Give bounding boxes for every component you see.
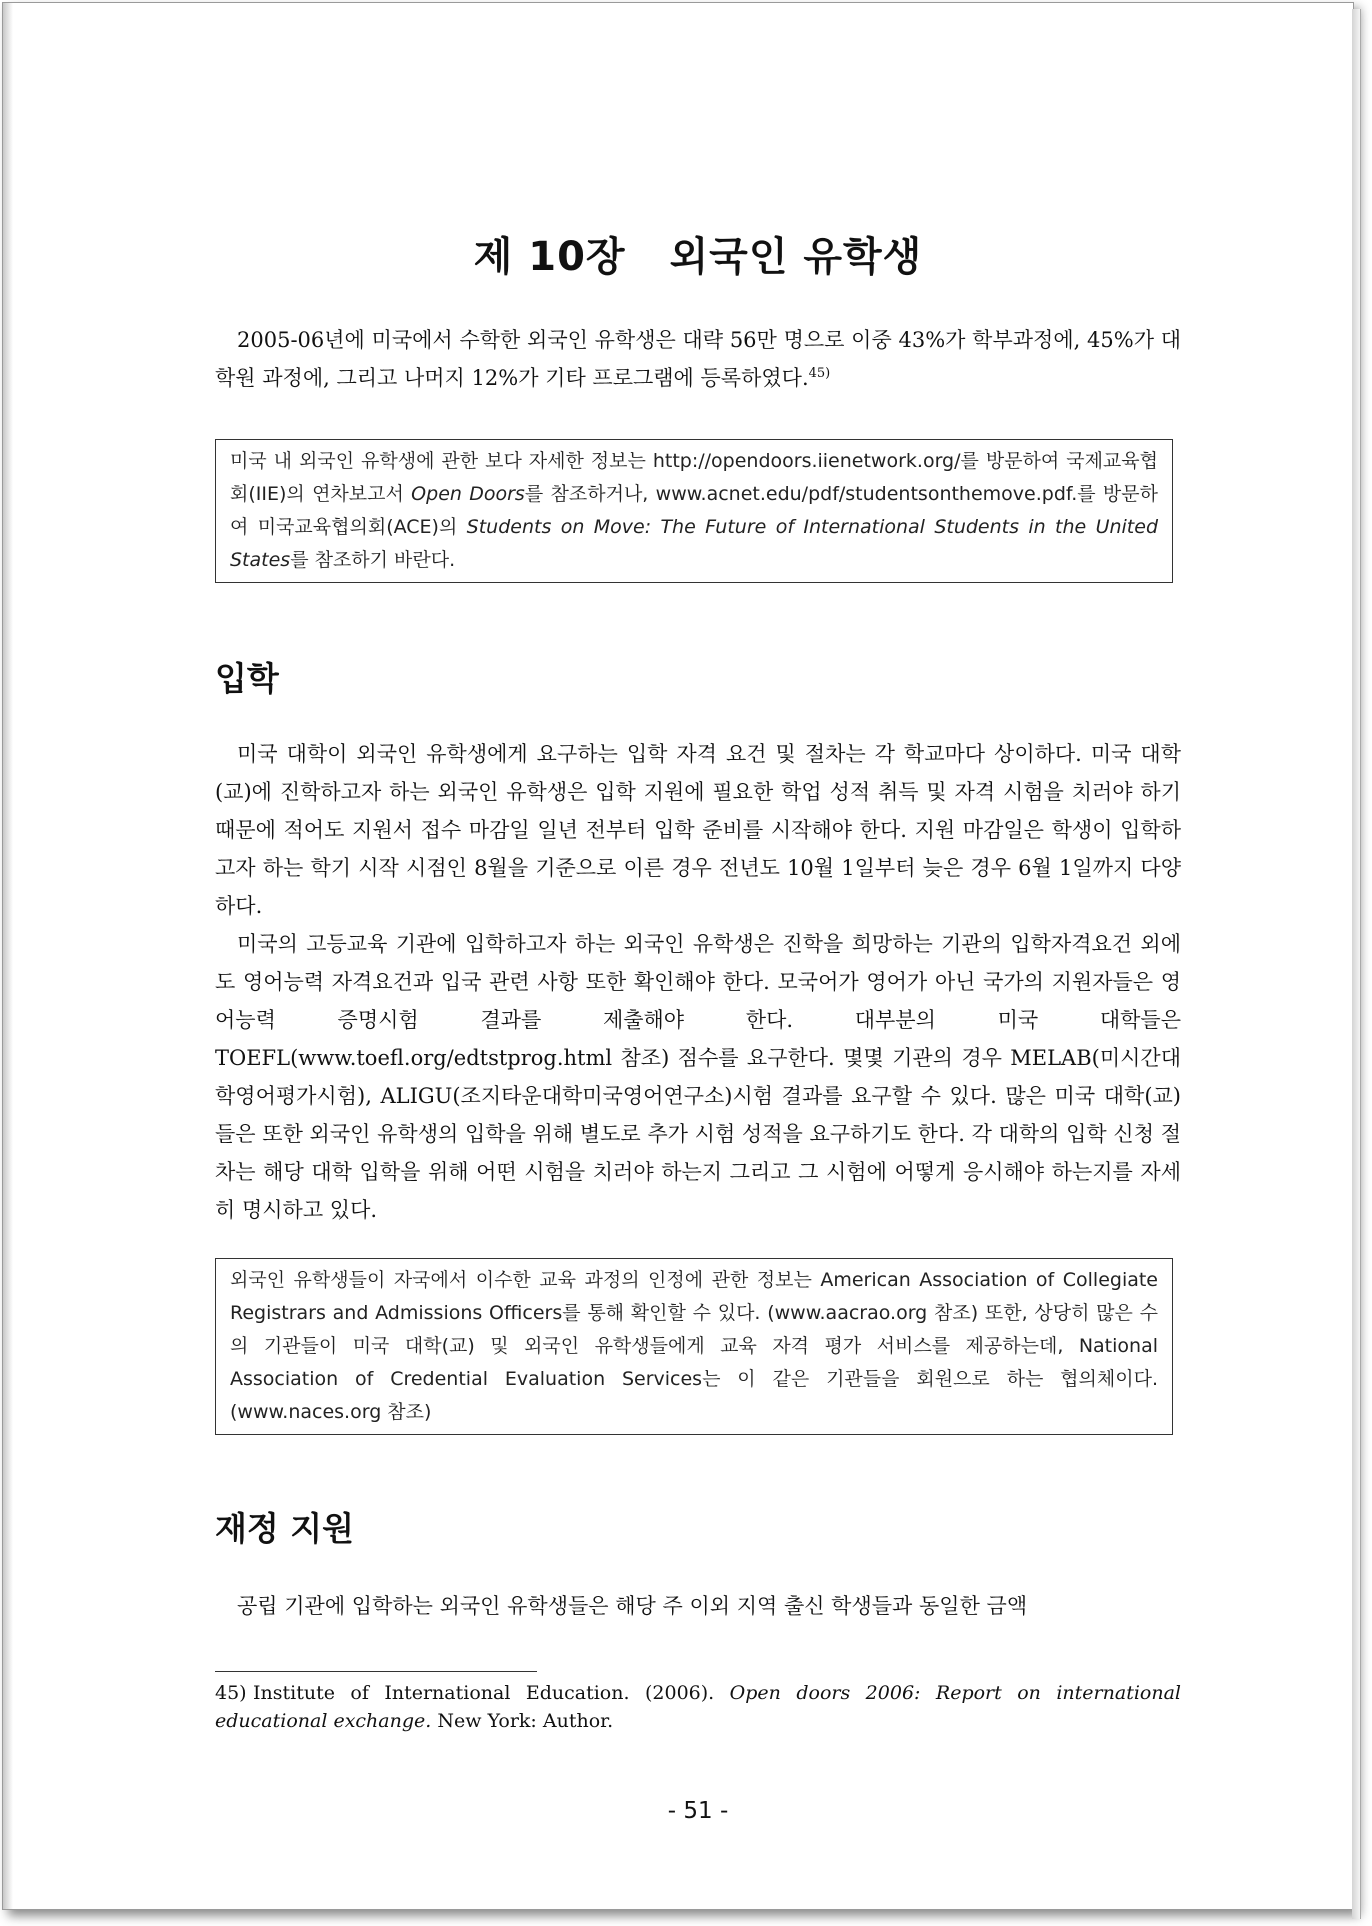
footnote-45: [215, 1679, 1181, 1735]
financial-paragraph-1: 공립 기관에 입학하는 외국인 유학생들은 해당 주 이외 지역 출신 학생들과 동일한 금액: [237, 1594, 1028, 1618]
financial-body: [215, 1587, 1181, 1625]
info-box-2-text: 외국인 유학생들이 자국에서 이수한 교육 과정의 인정에 관한 정보는 American Association of Collegiate Registrars and Admissions Officers를 통해 확인할 수 있다. (www.aacrao.org 참조) 또한, 상당히 많은 수의 기관들이 미국 대학(교) 및 외국인 유학생들에게 교육 자격 평가 서비스를 제공하는데, National Association of Credential Evaluation Services는 이 같은 기관들을 회원으로 하는 협의체이다. (www.naces.org 참조): [230, 1269, 1158, 1423]
info-box-open-doors: [215, 439, 1173, 583]
admission-paragraph-1: 미국 대학이 외국인 유학생에게 요구하는 입학 자격 요건 및 절차는 각 학교마다 상이하다. 미국 대학(교)에 진학하고자 하는 외국인 유학생은 입학 지원에 필요한 학업 성적 취득 및 자격 시험을 치러야 하기 때문에 적어도 지원서 접수 마감일 일년 전부터 입학 준비를 시작해야 한다. 지원 마감일은 학생이 입학하고자 하는 학기 시작 시점인 8월을 기준으로 이른 경우 전년도 10월 1일부터 늦은 경우 6월 1일까지 다양하다.: [215, 742, 1181, 918]
info-box-text-1: 미국 내 외국인 유학생에 관한 보다 자세한 정보는 http://opendoors.iienetwork.org/를 방문하여 국제교육협회(IIE)의 연차보고서: [230, 450, 1158, 505]
page-number: - 51 -: [667, 1798, 729, 1824]
info-box-credential-evaluation: [215, 1258, 1173, 1435]
page-edge: [1352, 9, 1361, 1919]
intro-paragraph-block: [215, 321, 1181, 397]
info-box-italic-1: Open Doors: [411, 483, 525, 505]
admission-paragraph-2: 미국의 고등교육 기관에 입학하고자 하는 외국인 유학생은 진학을 희망하는 기관의 입학자격요건 외에도 영어능력 자격요건과 입국 관련 사항 또한 확인해야 한다. 모국어가 영어가 아닌 국가의 지원자들은 영어능력 증명시험 결과를 제출해야 한다. 대부분의 미국 대학들은 TOEFL(www.toefl.org/edtstprog.html 참조) 점수를 요구한다. 몇몇 기관의 경우 MELAB(미시간대학영어평가시험), ALIGU(조지타운대학미국영어연구소)시험 결과를 요구할 수 있다. 많은 미국 대학(교)들은 또한 외국인 유학생의 입학을 위해 별도로 추가 시험 성적을 요구하기도 한다. 각 대학의 입학 신청 절차는 해당 대학 입학을 위해 어떤 시험을 치러야 하는지 그리고 그 시험에 어떻게 응시해야 하는지를 자세히 명시하고 있다.: [215, 932, 1181, 1222]
info-box-text-3: 를 참조하기 바란다.: [290, 549, 456, 571]
intro-text: 2005-06년에 미국에서 수학한 외국인 유학생은 대략 56만 명으로 이중 43%가 학부과정에, 45%가 대학원 과정에, 그리고 나머지 12%가 기타 프로그램에 등록하였다.: [215, 328, 1181, 390]
footnote-text-after: New York: Author.: [431, 1710, 614, 1732]
footnote-number: 45): [215, 1682, 247, 1704]
footnote-divider: [215, 1671, 537, 1672]
footnote-italic-title: Open doors 2006: Report on international educational exchange.: [215, 1682, 1181, 1732]
document-page: [2, 2, 1354, 1910]
chapter-number: 제 10장: [473, 234, 626, 280]
chapter-title: [215, 225, 1181, 282]
footnote-text-before: Institute of International Education. (2006).: [253, 1682, 730, 1704]
admission-body: [215, 735, 1181, 1229]
chapter-name: 외국인 유학생: [669, 234, 923, 280]
footnote-reference[interactable]: 45): [808, 366, 831, 381]
section-heading-admission: 입학: [215, 659, 279, 698]
section-heading-financial-aid: 재정 지원: [215, 1509, 355, 1548]
info-box-italic-2: Students on Move: The Future of International Students in the United States: [230, 516, 1159, 571]
info-box-text-2: 를 참조하거나, www.acnet.edu/pdf/studentsonthemove.pdf.를 방문하여 미국교육협의회(ACE)의: [230, 483, 1158, 538]
intro-paragraph: [215, 321, 1181, 397]
